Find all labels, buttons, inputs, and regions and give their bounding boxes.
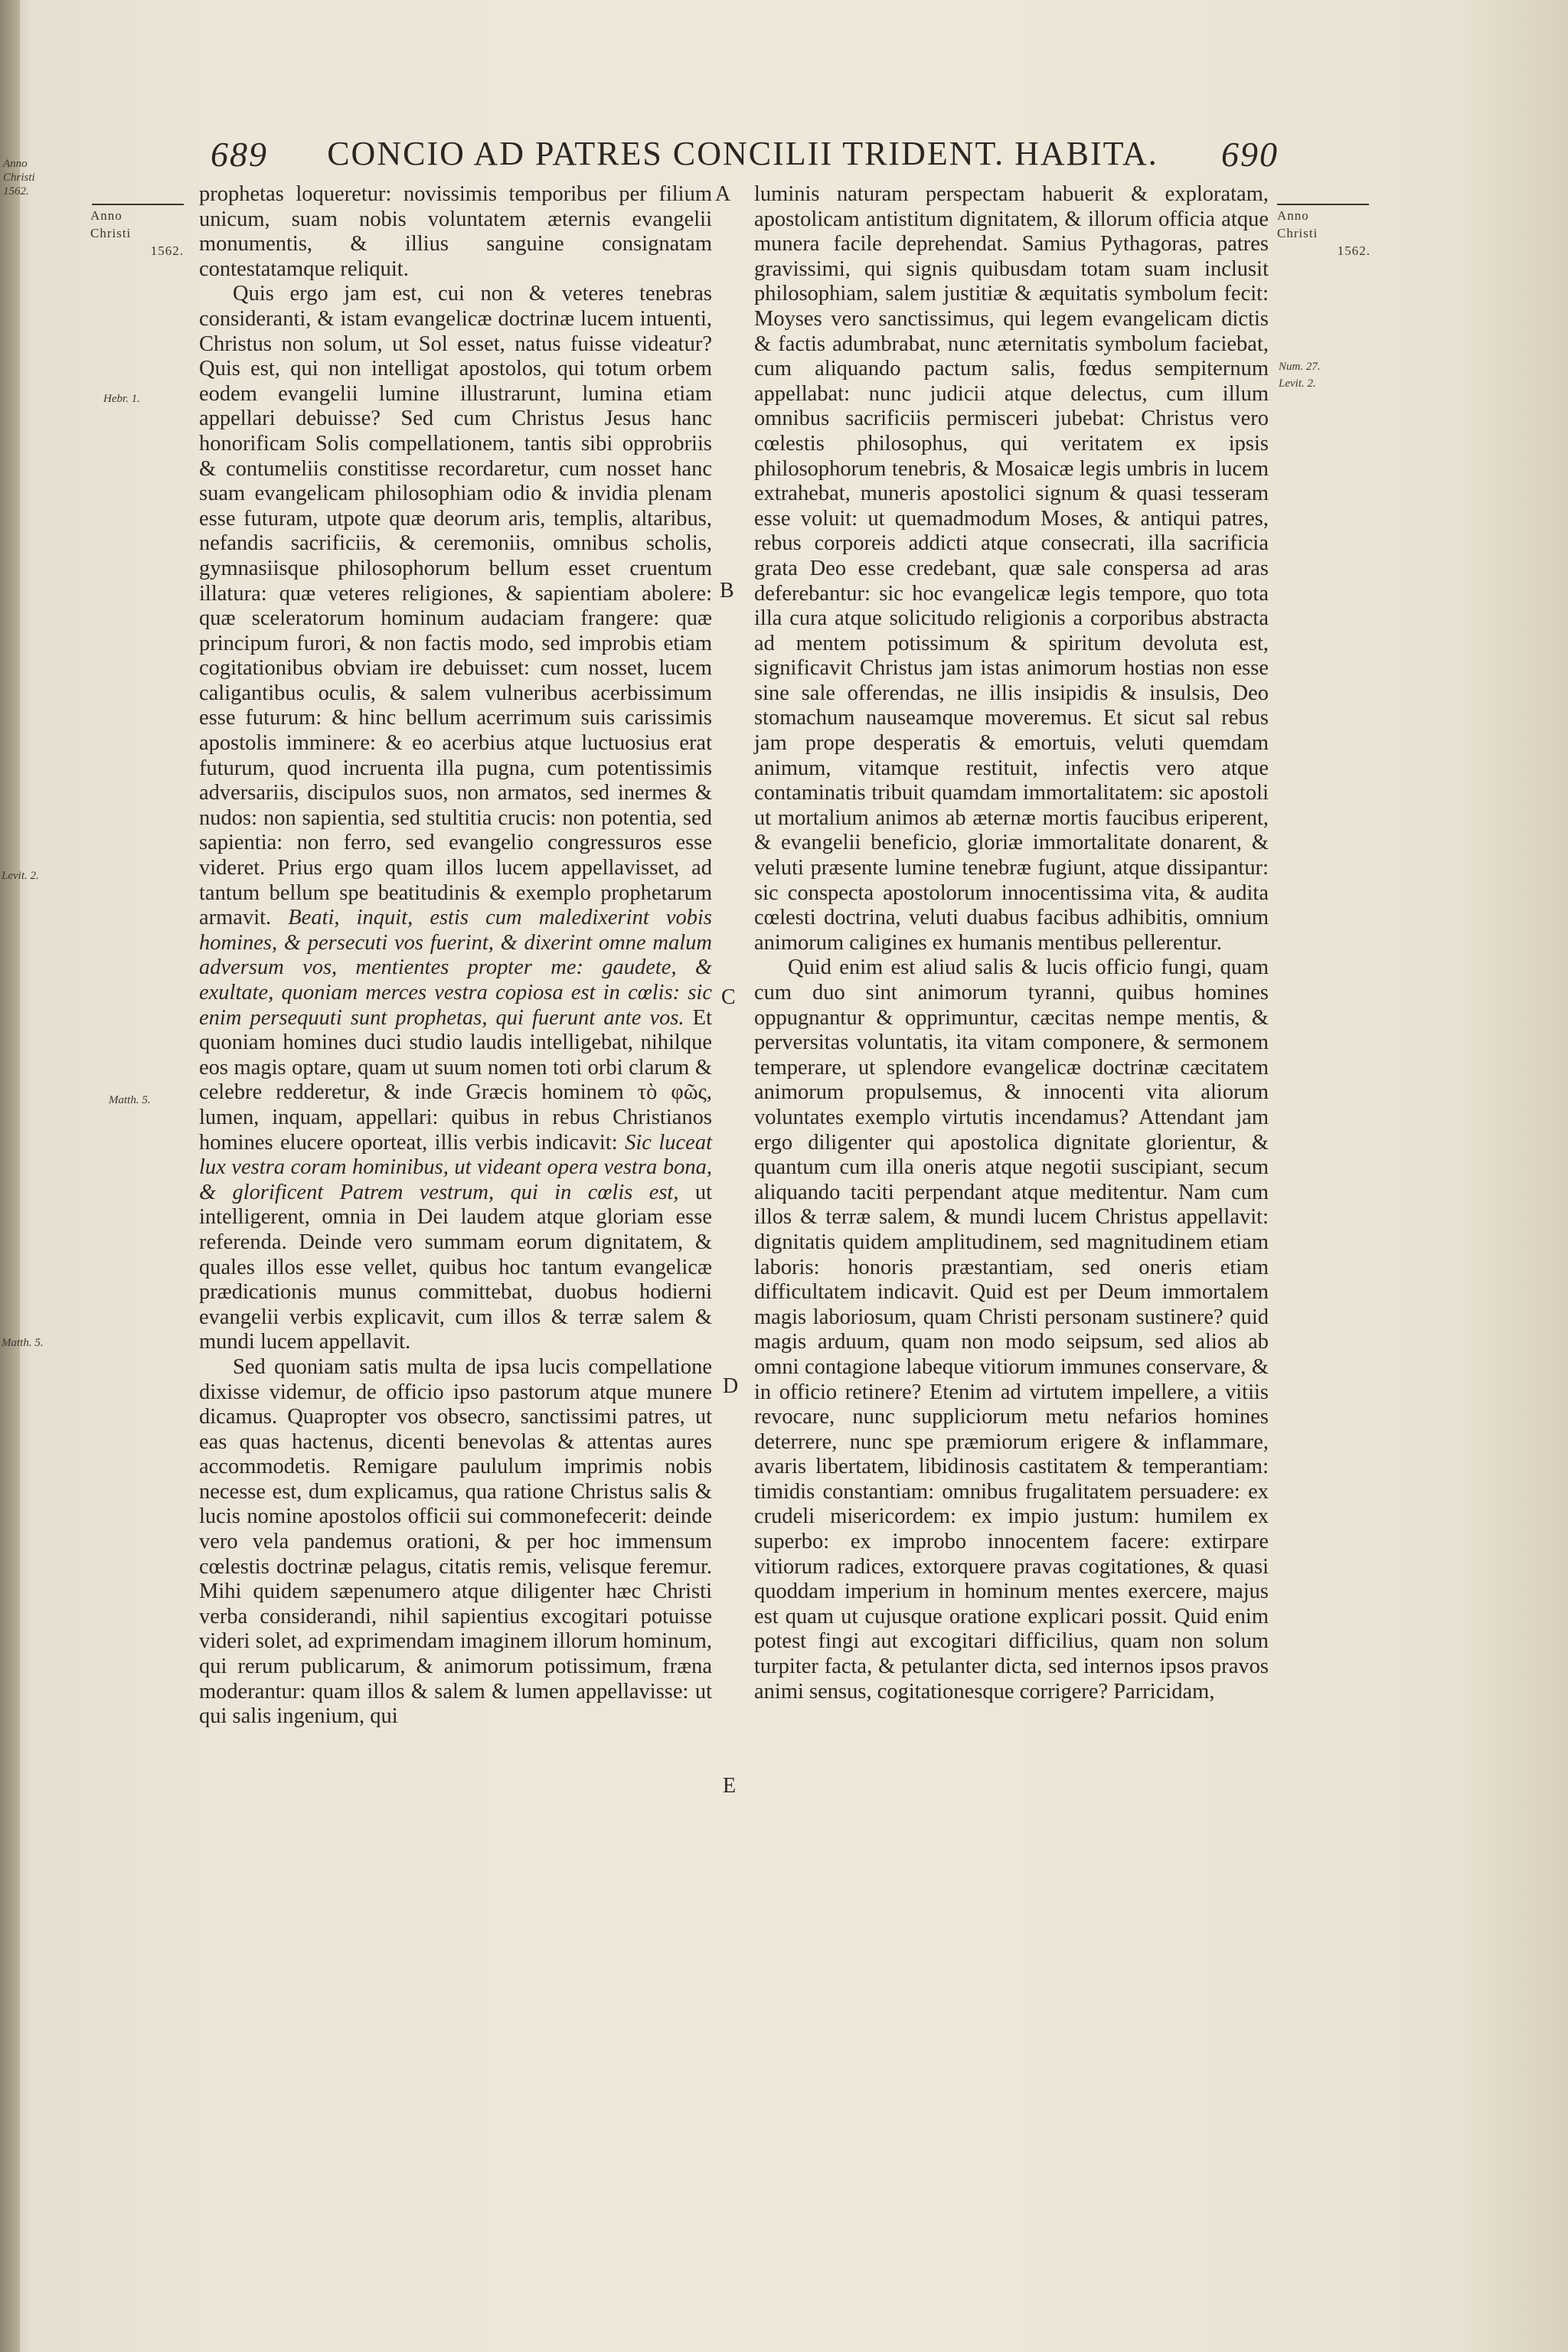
edge-note-mid3: Matth. 5. bbox=[2, 1337, 44, 1349]
edge-note-top: Anno Christi 1562. bbox=[3, 158, 35, 198]
left-column bbox=[199, 182, 712, 1730]
right-paragraph-2: Quid enim est aliud salis & lucis officio fungi, quam cum duo sint animorum tyranni, quibus homines oppugnantur & opprimuntur, cæcitas nempe mentis, & perversitas voluntatis, ita vitam componere, & sermonem temperare, ut splendore evangelicæ doctrinæ cæcitatem animorum propulsemus, & innocenti vita aliorum voluntates exemplo virtutis incendamus? Attendant jam ergo diligenter qui apostolica dignitate glorientur, & quantum cum illa oneris atque negotii suscipiant, secum aliquando taciti perpendant atque meditentur. Nam cum illos & terræ salem, & mundi lucem Christus appellavit: dignitatis quidem amplitudinem, sed magnitudinem etiam laboris: honoris præstantiam, sed oneris etiam difficultatem indicavit. Quid est per Deum immortalem magis laboriosum, quam Christi personam sustinere? quid magis arduum, quam non modo seipsum, sed alios ab omni contagione labeque vitiorum immunes conservare, & in officio retinere? Etenim ad virtutem impellere, a vitiis revocare, nunc suppliciorum metu nefarios homines deterrere, nunc spe præmiorum erigere & inflammare, avaris libertatem, libidinosis castitatem & temperantiam: timidis constantiam: omnibus frugalitatem persuadere: ex crudeli misericordem: ex impio justum: humilem ex superbo: ex improbo innocentem facere: extirpare vitiorum radices, extorquere pravas cogitationes, & quasi quoddam imperium in hominum mentes exercere, majus est quam ut cujusque oratione explicari possit. Quid enim potest fingi aut excogitari difficilius, quam non solum turpiter facta, & petulanter dicta, sed internos ipsos pravos animi sensus, cogitationesque corrigere? Parricidam, bbox=[754, 956, 1269, 1704]
page-number-left: 689 bbox=[211, 135, 268, 174]
running-title: CONCIO AD PATRES CONCILII TRIDENT. HABITA. bbox=[327, 135, 1158, 172]
left-paragraph-3: Sed quoniam satis multa de ipsa lucis compellatione dixisse videmur, de officio ipso pastorum atque munere dicamus. Quapropter vos obsecro, sanctissimi patres, ut eas quas hactenus, dicenti benevolas & attentas aures accommodetis. Remigare paululum imprimis nobis necesse est, dum explicamus, qua ratione Christus salis & lucis nomine apostolos officii sui commonefecerit: deinde vero vela pandemus orationi, & per hoc immensum cœlestis doctrinæ pelagus, citatis remis, velisque feremur. Mihi quidem sæpenumero atque diligenter hæc Christi verba considerandi, nihil sapientius excogitari potuisse videri solet, ad exprimendam imaginem illorum hominum, qui rerum publicarum, & animorum potissimum, fræna moderantur: quam illos & salem & lumen appellavisse: ut qui salis ingenium, qui bbox=[199, 1354, 712, 1729]
left-paragraph-2: Quis ergo jam est, cui non & veteres tenebras consideranti, & istam evangelicæ doctrinæ lucem intuenti, Christus non solum, ut Sol esset, natus fuisse videatur? Quis est, qui non intelligat apostolos, qui totum orbem eodem evangelii lumine illustrarunt, lumina etiam appellari debuisse? Sed cum Christus Jesus hanc honorificam Solis compellationem, tantis sibi opprobriis & contumeliis constitisse recordaretur, cum nosset hanc suam evangelicam philosophiam odio & invidia plenam esse futuram, utpote quæ deorum aris, templis, altaribus, nefandis sacrificiis, & ceremoniis, omnibus scholis, gymnasiisque philosophorum bellum esset cruentum illatura: quæ veteres religiones, & sapientiam abolere: quæ sceleratorum hominum audaciam frangere: quæ principum furori, & non factis modo, sed improbis etiam cogitationibus obviam ire debuisset: cum nosset, lucem caligantibus oculis, & salem vulneribus acerbissimum esse futurum: & hinc bellum acerrimum suis carissimis apostolis imminere: & eo acerbius atque luctuosius erat futurum, quod incruenta illa pugna, cum potentissimis adversariis, discipulos suos, non armatos, sed inermes & nudos: non sapientia, sed stultitia crucis: non potentia, sed sapientia: non ferro, sed evangelio congressuros esse videret. Prius ergo quam illos lucem appellavisset, ad tantum bellum spe beatitudinis & exemplo prophetarum armavit. Beati, inquit, estis cum maledixerint vobis homines, & persecuti vos fuerint, & dixerint omne malum adversum vos, mentientes propter me: gaudete, & exultate, quoniam merces vestra copiosa est in cœlis: sic enim persequuti sunt prophetas, qui fuerunt ante vos. Et quoniam homines duci studio laudis intelligebat, nihilque eos magis optare, quam ut suum nomen toti orbi clarum & celebre redderetur, & inde Græcis hominem τὸ φῶς, lumen, inquam, appellari: quibus in rebus Christianos homines elucere oporteat, illis verbis indicavit: Sic luceat lux vestra coram hominibus, ut videant opera vestra bona, & glorificent Patrem vestrum, qui in cœlis est, ut intelligerent, omnia in Dei laudem atque gloriam esse referenda. Deinde vero summam eorum dignitatem, & quales illos esse vellet, quibus hoc tantum evangelicæ prædicationis munus committebat, duobus hodierni evangelii verbis explicavit, cum illos & terræ salem & mundi lucem appellavit. bbox=[199, 282, 713, 1354]
section-letter-b: B bbox=[720, 579, 734, 603]
margin-note-hebr: Hebr. 1. bbox=[103, 393, 140, 405]
section-letter-d: D bbox=[723, 1374, 739, 1398]
margin-rule-right bbox=[1277, 204, 1369, 205]
anno-left: Anno Christi 1562. bbox=[90, 208, 184, 258]
margin-note-num: Num. 27. bbox=[1279, 361, 1321, 373]
section-letter-c: C bbox=[721, 985, 736, 1009]
edge-note-mid1: Levit. 2. bbox=[2, 870, 39, 882]
section-letter-a: A bbox=[715, 182, 731, 206]
right-column bbox=[754, 182, 1269, 1704]
margin-note-levit: Levit. 2. bbox=[1279, 377, 1316, 390]
section-letter-e: E bbox=[723, 1774, 737, 1798]
page-number-right: 690 bbox=[1221, 135, 1279, 174]
page-gutter bbox=[0, 0, 20, 2352]
right-paragraph-1: luminis naturam perspectam habuerit & exploratam, apostolicam antistitum dignitatem, & illorum officia atque munera facile deprehendat. Samius Pythagoras, patres gravissimi, qui signis quibusdam totam suam inclusit philosophiam, salem justitiæ & æquitatis symbolum fecit: Moyses vero sanctissimus, qui legem evangelicam dictis & factis adumbrabat, nunc æternitatis symbolum faciebat, cum aliquando pactum salis, fœdus sempiternum appellabat: nunc judicii atque delectus, cum illum omnibus sacrificiis permisceri jubebat: Christus vero cœlestis philosophus, qui veritatem ex ipsis philosophorum tenebris, & Mosaicæ legis umbris in lucem extrahebat, muneris apostolici signum & quasi tesseram esse voluit: ut quemadmodum Moses, & antiqui patres, rebus corporeis addicti atque consecrati, illa sacrificia grata Deo esse credebant, quæ sale conspersa ad aras deferebantur: sic hoc evangelicæ legis tempore, quo tota illa cura atque solicitudo religionis a corporibus abstracta ad mentem potissimum & spiritum devoluta est, significavit Christus jam istas animorum hostias non esse sine sale offerendas, ne illis insipidis & insulsis, Deo stomachum nauseamque moveremus. Et sicut sal rebus jam prope desperatis & emortuis, veluti quemdam animum, vitamque restituit, infectis vero atque contaminatis tribuit quamdam immortalitatem: sic apostoli ut mortalium animos ab æternæ mortis faucibus eriperent, & evangelii beneficio, gloriæ immortalitate donarent, & veluti præsente lumine tenebræ fugiunt, atque dissipantur: sic conspecta apostolorum innocentissima vita, & audita cœlesti doctrina, veluti duabus facibus adhibitis, omnium animorum caligines ex humanis mentibus pellerentur. bbox=[754, 182, 1269, 955]
margin-rule-left bbox=[92, 204, 184, 205]
anno-right: Anno Christi 1562. bbox=[1277, 208, 1370, 258]
left-paragraph-1: prophetas loqueretur: novissimis temporibus per filium unicum, suam nobis voluntatem æternis evangelii monumentis, & illius sanguine consignatam contestatamque reliquit. bbox=[199, 182, 712, 281]
margin-note-matth: Matth. 5. bbox=[109, 1094, 151, 1106]
